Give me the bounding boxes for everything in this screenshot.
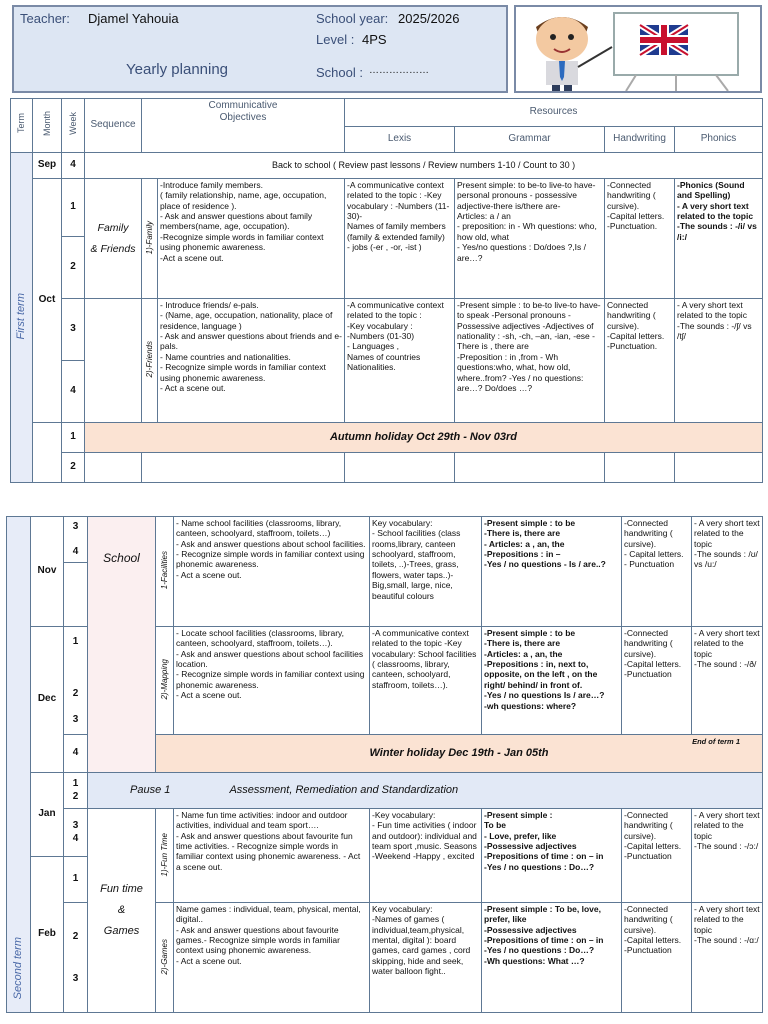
mapping-objectives: - Locate school facilities (classrooms, library, canteen, schoolyard, staffroom, toilets…). - Ask and answer questions about school facilities location. - Recognize simple words in familiar context using phonemic awareness. - Act a scene out.	[174, 627, 370, 735]
col-lexis: Lexis	[345, 127, 455, 153]
week-oct-2: 2	[62, 237, 85, 299]
mapping-phonics: - A very short text related to the topic -The sound : -/ð/	[692, 627, 763, 735]
month-blank	[33, 423, 62, 483]
friends-objectives: - Introduce friends/ e-pals. - (Name, age, occupation, nationality, place of residence, language ) - Ask and answer questions about friends and e-pals. - Name countries and nationalities. - Recognize simple words in familiar context using phonemic awareness. - Act a scene out.	[158, 299, 345, 423]
week-oct-1: 1	[62, 179, 85, 237]
week-sep: 4	[62, 153, 85, 179]
month-dec: Dec	[31, 627, 64, 773]
week-dec: 1 2 3	[64, 627, 88, 735]
friends-grammar: -Present simple : to be-to live-to have-to speak -Personal pronouns -Possessive adjectives -Adjectives of nationality : -sh, -ch, –an, -ian, -ese -There is , there are -Preposition : in ,from - Wh questions:who, what, how old, where..from? -Yes / no questions: are…? Do/does …?	[455, 299, 605, 423]
sequence-school: School	[88, 517, 156, 773]
unit-games-label: 2)-Games	[156, 903, 174, 1013]
mapping-handwriting: -Connected handwriting ( cursive). -Capital letters. -Punctuation	[622, 627, 692, 735]
pause-title: Pause 1	[130, 783, 171, 796]
facilities-phonics: - A very short text related to the topic -The sounds : /ʊ/ vs /u:/	[692, 517, 763, 627]
teacher-name: Djamel Yahouia	[88, 11, 179, 26]
games-objectives: Name games : individual, team, physical, mental, digital.. - Ask and answer questions about favourite games.- Recognize simple words in familiar context using phonemic awareness. - Act a scene out.	[174, 903, 370, 1013]
family-phonics: -Phonics (Sound and Spelling) - A very short text related to the topic -The sounds : -/i/ vs /i:/	[675, 179, 763, 299]
friends-phonics: - A very short text related to the topic -The sounds : -/ʃ/ vs /tʃ/	[675, 299, 763, 423]
friends-handwriting: Connected handwriting ( cursive). -Capital letters. -Punctuation.	[605, 299, 675, 423]
month-oct: Oct	[33, 179, 62, 423]
end-of-term-1: End of term 1	[692, 737, 740, 746]
school-year-label: School year:	[316, 11, 389, 26]
unit-funtime-label: 1)-Fun Time	[156, 809, 174, 903]
week-oct-3: 3	[62, 299, 85, 361]
empty-cell	[85, 453, 142, 483]
games-handwriting: -Connected handwriting ( cursive). -Capital letters. -Punctuation	[622, 903, 692, 1013]
family-grammar: Present simple: to be-to live-to have-personal pronouns - possessive adjective-there is/there are- Articles: a / an - preposition: in - Wh questions: who, how old, what - Yes/no questions : Do/does ?,Is / are…?	[455, 179, 605, 299]
col-month: Month	[33, 99, 62, 153]
facilities-grammar: -Present simple : to be -There is, there are - Articles: a , an, the -Prepositions : in – -Yes / no questions - Is / are..?	[482, 517, 622, 627]
week-jan-a: 1 2	[64, 773, 88, 809]
planning-table-second-term	[6, 516, 763, 1013]
funtime-handwriting: -Connected handwriting ( cursive). -Capital letters. -Punctuation	[622, 809, 692, 903]
games-lexis: Key vocabulary: -Names of games ( individual,team,physical, mental, digital ): board games, card games , cord skipping, hide and seek, water balloon fight..	[370, 903, 482, 1013]
week-feb-b: 2 3	[64, 903, 88, 1013]
teacher-icon	[536, 17, 612, 91]
col-resources: Resources	[345, 99, 763, 127]
funtime-lexis: -Key vocabulary: - Fun time activities ( indoor and outdoor): individual and team sport ,music. Seasons -Weekend -Happy , excited	[370, 809, 482, 903]
mapping-grammar: -Present simple : to be -There is, there are -Articles: a , an, the -Prepositions : in, next to, opposite, on the left , on the right/ behind/ in front of. -Yes / no questions Is / are…? -wh questions: where?	[482, 627, 622, 735]
empty-cell	[345, 453, 455, 483]
week-nov: 3 4	[64, 517, 88, 563]
pause-text: Assessment, Remediation and Standardization	[229, 783, 459, 796]
unit-facilities-label: 1-Facilities	[156, 517, 174, 627]
unit-mapping-label: 2)-Mapping	[156, 627, 174, 735]
col-term: Term	[11, 99, 33, 153]
empty-cell	[455, 453, 605, 483]
winter-holiday-text: Winter holiday Dec 19th - Jan 05th	[369, 746, 549, 759]
friends-lexis: -A communicative context related to the topic : -Key vocabulary : -Numbers (01-30) - Languages , Names of countries Nationalities.	[345, 299, 455, 423]
unit-friends-label: 2)-Friends	[142, 299, 158, 423]
autumn-holiday: Autumn holiday Oct 29th - Nov 03rd	[85, 423, 763, 453]
funtime-phonics: - A very short text related to the topic -The sound : -/ɔ:/	[692, 809, 763, 903]
empty-cell	[142, 453, 345, 483]
family-objectives: -Introduce family members. ( family relationship, name, age, occupation, place of residence ). - Ask and answer questions about family members(name, age, occupation). -Recognize simple words in familiar context using phonemic awareness. -Act a scene out.	[158, 179, 345, 299]
header-illustration	[514, 5, 762, 93]
unit-family-label: 1)-Family	[142, 179, 158, 299]
col-handwriting: Handwriting	[605, 127, 675, 153]
family-handwriting: -Connected handwriting ( cursive). -Capital letters. -Punctuation.	[605, 179, 675, 299]
week-feb-1: 1	[64, 857, 88, 903]
month-nov: Nov	[31, 517, 64, 627]
school-label: School :	[316, 65, 363, 80]
col-sequence: Sequence	[85, 99, 142, 153]
school-year: 2025/2026	[398, 11, 460, 26]
week-nov-blank	[64, 563, 88, 627]
month-jan: Jan	[31, 773, 64, 857]
facilities-handwriting: -Connected handwriting ( cursive). - Capital letters. - Punctuation	[622, 517, 692, 627]
term-second: Second term	[7, 517, 31, 1013]
page-title: Yearly planning	[126, 61, 229, 78]
level-label: Level :	[316, 32, 355, 47]
pause-1	[88, 773, 763, 809]
facilities-objectives: - Name school facilities (classrooms, library, canteen, schoolyard, staffroom, toilets…) - Ask and answer questions about school facilities. - Recognize simple words in familiar context using phonemic awareness. - Act a scene out.	[174, 517, 370, 627]
week-holiday-2: 2	[62, 453, 85, 483]
mapping-lexis: -A communicative context related to the topic -Key vocabulary: School facilities ( classrooms, library, canteen, schoolyard, staffroom, toilets…).	[370, 627, 482, 735]
facilities-lexis: Key vocabulary: - School facilities (class rooms,library, canteen schoolyard, staffroom, toilets, ..)-Trees, grass, flowers, water taps..)-Big,small, large, nice, beautiful colours	[370, 517, 482, 627]
games-grammar: -Present simple : To be, love, prefer, like -Possessive adjectives -Prepositions of time : on – in -Yes / no questions : Do…? -Wh questions: What …?	[482, 903, 622, 1013]
month-sep: Sep	[33, 153, 62, 179]
funtime-objectives: - Name fun time activities: indoor and outdoor activities, individual and team sport…. - Ask and answer questions about favourite fun time activities. - Recognize simple words in familiar context using phonemic awareness. - Act a scene out.	[174, 809, 370, 903]
week-jan-b: 3 4	[64, 809, 88, 857]
col-grammar: Grammar	[455, 127, 605, 153]
family-lexis: -A communicative context related to the topic : -Key vocabulary : -Numbers (11-30)- Names of family members (family & extended family) - jobs (-er , -or, -ist )	[345, 179, 455, 299]
uk-flag-icon	[640, 25, 688, 55]
funtime-grammar: -Present simple : To be - Love, prefer, like -Possessive adjectives -Prepositions of time : on – in -Yes / no questions : Do…?	[482, 809, 622, 903]
winter-holiday	[156, 735, 763, 773]
sequence-fun-time-games: Fun time & Games	[88, 809, 156, 1013]
week-oct-4: 4	[62, 361, 85, 423]
header-panel	[12, 5, 508, 93]
planning-table-first-term	[10, 98, 763, 483]
term-first: First term	[11, 153, 33, 483]
games-phonics: - A very short text related to the topic -The sound : -/ɑ:/	[692, 903, 763, 1013]
sequence-continued	[85, 299, 142, 423]
school-value: ………………	[369, 65, 429, 76]
col-objectives: Communicative Objectives	[142, 99, 345, 153]
empty-cell	[605, 453, 675, 483]
teacher-label: Teacher:	[20, 11, 70, 26]
month-feb: Feb	[31, 857, 64, 1013]
col-phonics: Phonics	[675, 127, 763, 153]
week-holiday-1: 1	[62, 423, 85, 453]
sequence-family-friends: Family & Friends	[85, 179, 142, 299]
back-to-school: Back to school ( Review past lessons / Review numbers 1-10 / Count to 30 )	[85, 153, 763, 179]
col-week: Week	[62, 99, 85, 153]
empty-cell	[675, 453, 763, 483]
week-dec-4: 4	[64, 735, 88, 773]
level: 4PS	[362, 32, 387, 47]
